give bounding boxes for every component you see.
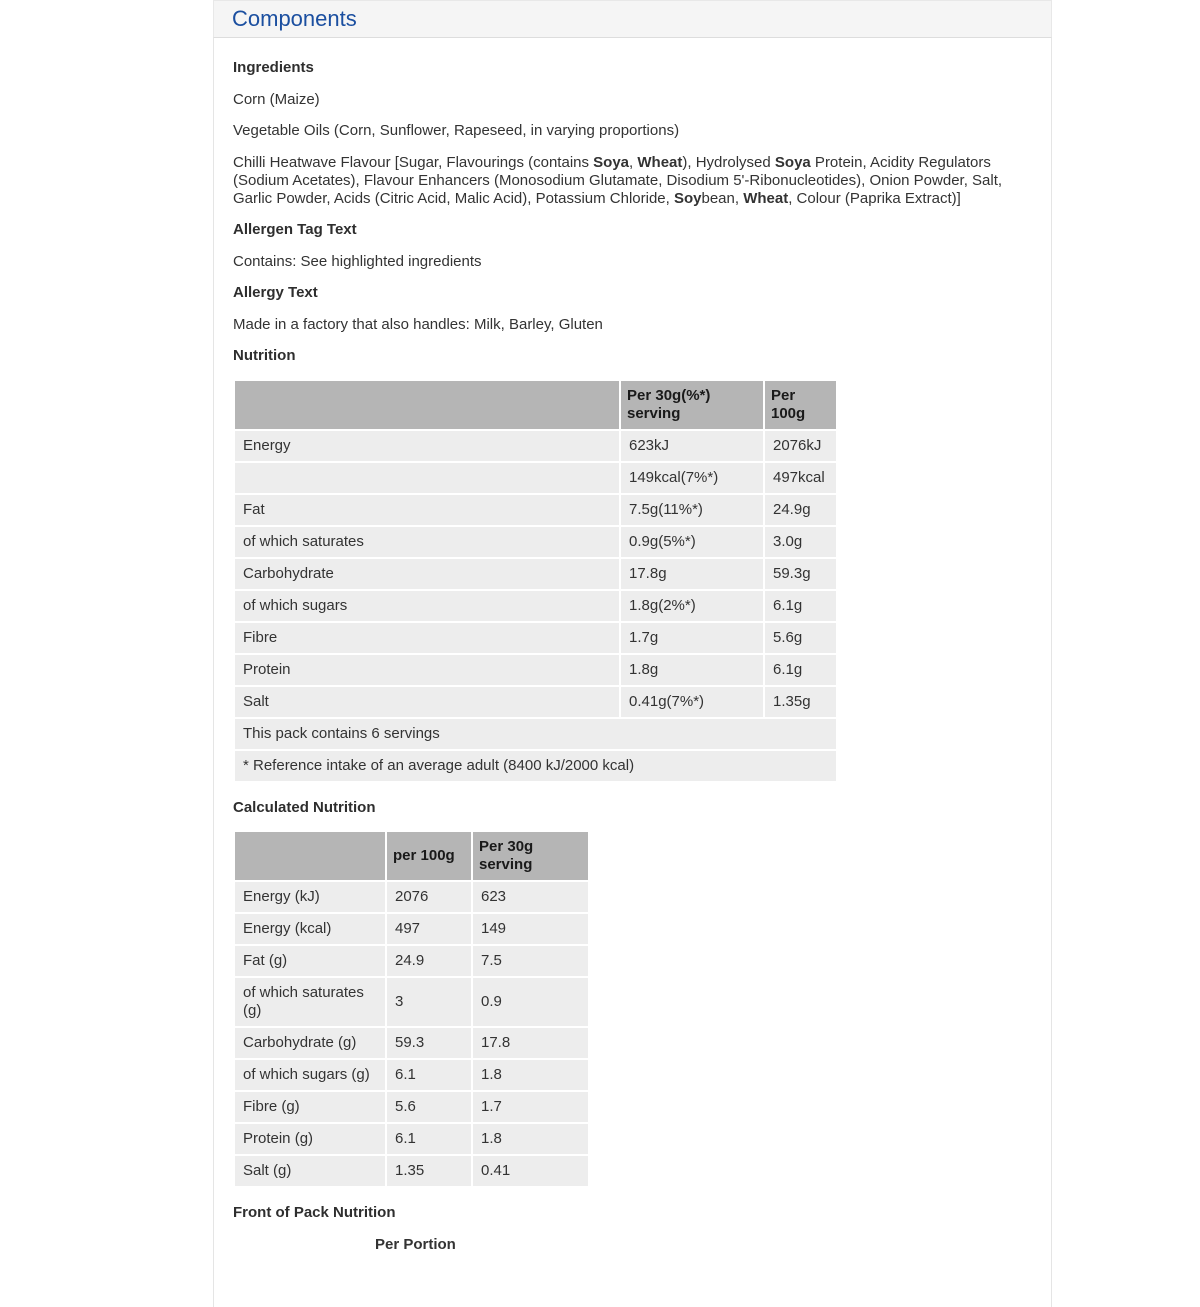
allergy-text: Made in a factory that also handles: Milk, Barley, Gluten	[233, 315, 603, 333]
table-row: Salt 0.41g(7%*) 1.35g	[235, 687, 836, 717]
allergen-tag-heading: Allergen Tag Text	[233, 221, 357, 238]
panel-header	[213, 0, 1052, 38]
table-row: of which sugars 1.8g(2%*) 6.1g	[235, 591, 836, 621]
table-row: of which saturates 0.9g(5%*) 3.0g	[235, 527, 836, 557]
calculated-header-row	[235, 832, 588, 880]
table-row: Fat 7.5g(11%*) 24.9g	[235, 495, 836, 525]
calculated-col-per100: per 100g	[387, 832, 471, 880]
calculated-nutrition-table	[233, 830, 590, 1188]
per-portion-column-heading: Per Portion	[375, 1235, 456, 1253]
nutrition-header-row	[235, 381, 836, 429]
allergen-tag-text: Contains: See highlighted ingredients	[233, 252, 482, 270]
reference-intake-note: * Reference intake of an average adult (8400 kJ/2000 kcal)	[235, 751, 836, 781]
components-panel	[213, 0, 1052, 1307]
table-row: Carbohydrate (g) 59.3 17.8	[235, 1028, 588, 1058]
page-title: Components	[232, 6, 357, 31]
table-row: Fibre 1.7g 5.6g	[235, 623, 836, 653]
table-row: Protein 1.8g 6.1g	[235, 655, 836, 685]
table-row: Energy 623kJ 2076kJ	[235, 431, 836, 461]
calculated-nutrition-heading: Calculated Nutrition	[233, 798, 376, 816]
nutrition-footer-row	[235, 719, 836, 749]
ingredients-heading: Ingredients	[233, 59, 314, 76]
ingredient-line-1: Corn (Maize)	[233, 90, 320, 108]
nutrition-table	[233, 379, 838, 783]
table-row: Carbohydrate 17.8g 59.3g	[235, 559, 836, 589]
allergen-highlight: Soya	[774, 153, 811, 171]
allergen-highlight: Soy	[673, 189, 702, 207]
table-row: Salt (g) 1.35 0.41	[235, 1156, 588, 1186]
calculated-col-serving: Per 30g serving	[473, 832, 588, 880]
allergen-highlight: Soya	[593, 153, 630, 171]
ingredient-line-3: Chilli Heatwave Flavour [Sugar, Flavourings (contains Soya, Wheat), Hydrolysed Soya Protein, Acidity Regulators (Sodium Acetates), Flavour Enhancers (Monosodium Glutamate, Disodium 5'-Ribonucleotides), Onion Powder, Salt, Garlic Powder, Acids (Citric Acid, Malic Acid), Potassium Chloride, Soybean, Wheat, Colour (Paprika Extract)]	[233, 153, 1003, 207]
table-row: of which sugars (g) 6.1 1.8	[235, 1060, 588, 1090]
table-row: Protein (g) 6.1 1.8	[235, 1124, 588, 1154]
nutrition-col-empty	[235, 381, 619, 429]
table-row: Fibre (g) 5.6 1.7	[235, 1092, 588, 1122]
ingredient-line-2: Vegetable Oils (Corn, Sunflower, Rapeseed, in varying proportions)	[233, 122, 680, 139]
table-row: 149kcal(7%*) 497kcal	[235, 463, 836, 493]
panel-body	[213, 38, 1052, 1307]
nutrition-footer-row	[235, 751, 836, 781]
allergen-highlight: Wheat	[637, 153, 683, 171]
table-row: Energy (kcal) 497 149	[235, 914, 588, 944]
allergen-highlight: Wheat	[743, 189, 789, 207]
calculated-col-empty	[235, 832, 385, 880]
nutrition-col-per100: Per 100g	[765, 381, 836, 429]
table-row: of which saturates (g) 3 0.9	[235, 978, 588, 1026]
allergy-heading: Allergy Text	[233, 284, 318, 301]
table-row: Fat (g) 24.9 7.5	[235, 946, 588, 976]
nutrition-heading: Nutrition	[233, 347, 296, 364]
servings-note: This pack contains 6 servings	[235, 719, 836, 749]
table-row: Energy (kJ) 2076 623	[235, 882, 588, 912]
nutrition-col-serving: Per 30g(%*) serving	[621, 381, 763, 429]
front-of-pack-heading: Front of Pack Nutrition	[233, 1204, 396, 1221]
